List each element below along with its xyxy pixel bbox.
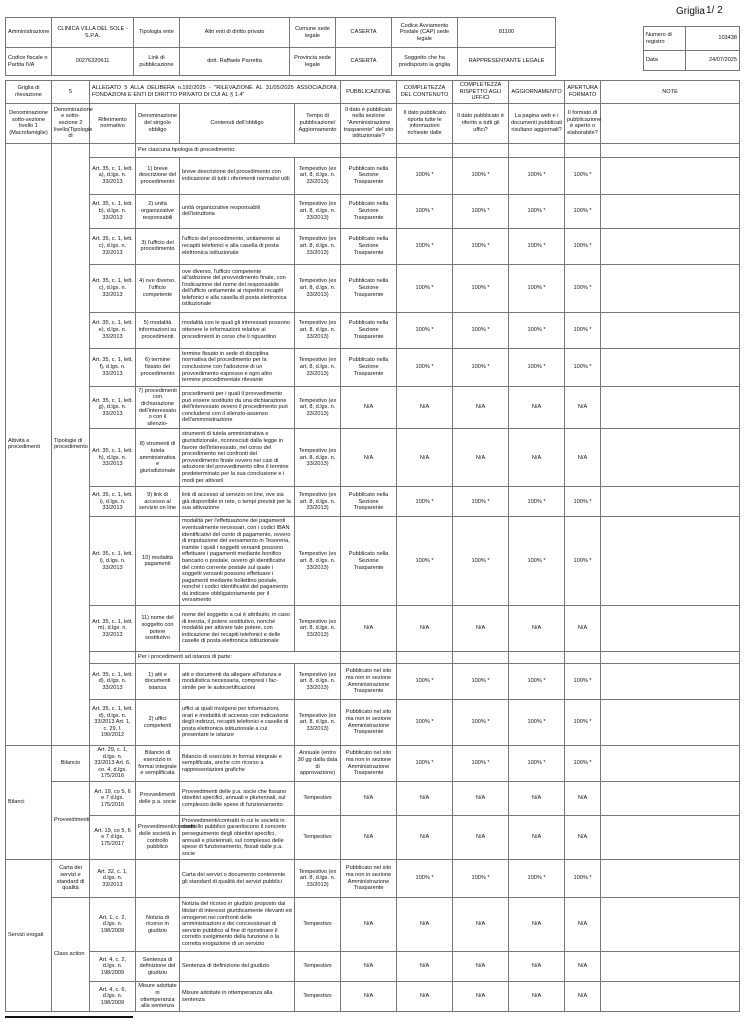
note-value [601, 606, 740, 652]
link-value: dott. Raffaele Parretta [180, 48, 290, 76]
tempo-pubblicazione: Tempestivo (ex art. 8, d.lgs. n. 33/2013) [295, 386, 341, 429]
aggiornamento-value: 100% * [509, 664, 565, 700]
completezza-contenuto-value: N/A [397, 982, 453, 1012]
document-title: Griglia [676, 6, 705, 17]
completezza-contenuto-value: N/A [397, 898, 453, 952]
obbligo-name: Misure adottate in ottemperanza alla sentenza [136, 982, 180, 1012]
note-value [601, 264, 740, 312]
apertura-value: 100% * [565, 228, 601, 264]
completezza-uffici-value: 100% * [453, 157, 509, 194]
completezza-uffici-value: 100% * [453, 348, 509, 386]
note-value [601, 664, 740, 700]
obbligo-content: Provvedimenti/contratti in cui le società in controllo pubblico garantiscono il concreto perseguimento degli obiettivi specifici, annuali e pluriennali, sul complesso delle spese di funzionamento, fissati dalle p.a. socie [180, 816, 295, 860]
tempo-pubblicazione: Tempestivo (ex art. 8, d.lgs. n. 33/2013) [295, 606, 341, 652]
obbligo-name: 1) atti e documenti istanza [136, 664, 180, 700]
aggiornamento-value: N/A [509, 952, 565, 982]
obbligo-name: 7) procedimenti con dichiarazione dell'interessato o con il silenzio- [136, 386, 180, 429]
blank-cell [341, 143, 397, 157]
comune-label: Comune sede legale [290, 18, 336, 48]
riferimento-normativo: Art. 35, c. 1, lett. e), d.lgs. n. 33/2013 [90, 312, 136, 348]
apertura-value: 100% * [565, 860, 601, 898]
pubblicazione-value: N/A [341, 606, 397, 652]
obbligo-name: 10) modalità pagamenti [136, 517, 180, 606]
pubblicazione-value: N/A [341, 429, 397, 487]
comune-value: CASERTA [336, 18, 392, 48]
apertura-value: N/A [565, 982, 601, 1012]
note-value [601, 386, 740, 429]
blank-cell [565, 143, 601, 157]
allegato-title: ALLEGATO 5 ALLA DELIBERA n.192/2025 - "RILEVAZIONE AL 31/05/2025 ASSOCIAZIONI, FONDAZIONI E ENTI DI DIRITTO PRIVATO DI CUI AL § 1.4" [90, 81, 341, 104]
completezza-contenuto-value: N/A [397, 952, 453, 982]
riferimento-normativo: Art. 35, c. 1, lett. g), d.lgs. n. 33/2013 [90, 386, 136, 429]
table-row [6, 157, 740, 194]
obbligo-content: breve descrizione del procedimento con indicazione di tutti i riferimenti normativi utili [180, 157, 295, 194]
header-table [5, 17, 556, 76]
note-value [601, 816, 740, 860]
tempo-pubblicazione: Tempestivo (ex art. 8, d.lgs. n. 33/2013) [295, 700, 341, 746]
riferimento-normativo: Art. 35, c. 1, lett. c), d.lgs. n. 33/2013 [90, 228, 136, 264]
pubblicazione-value: N/A [341, 782, 397, 816]
tipologia-procedimento: Tipologie di procedimento [52, 143, 90, 745]
obbligo-content: procedimenti per i quali il provvedimento può essere sostituito da una dichiarazione dell'interessato ovvero il procedimento può concludersi con il silenzio-assenso dell'amministrazione [180, 386, 295, 429]
aggiornamento-value: 100% * [509, 194, 565, 228]
obbligo-name: 2) unità organizzative responsabili [136, 194, 180, 228]
completezza-uffici-value: 100% * [453, 517, 509, 606]
subheading-istanza-label: Per i procedimenti ad istanza di parte: [136, 652, 341, 664]
table-row [6, 860, 740, 898]
tempo-pubblicazione: Tempestivo (ex art. 8, d.lgs. n. 33/2013) [295, 860, 341, 898]
obbligo-name: 6) termine fissato del procedimento [136, 348, 180, 386]
pubblicazione-value: Pubblicato nella Sezione Trasparente [341, 264, 397, 312]
aggiornamento-value: 100% * [509, 264, 565, 312]
table-row [6, 487, 740, 517]
macrofamiglia-servizi: Servizi erogati [6, 860, 52, 1012]
riferimento-normativo: Art. 35, c. 1, lett. l), d.lgs. n. 33/2013 [90, 517, 136, 606]
obbligo-content: atti e documenti da allegare all'istanza e modulistica necessaria, compresi i fac-simile per le autocertificazioni [180, 664, 295, 700]
table-row [6, 782, 740, 816]
table-row [6, 898, 740, 952]
pubblicazione-value: Pubblicato nel sito ma non in sezione Amministrazione Trasparente [341, 746, 397, 782]
obbligo-content: uffici ai quali rivolgersi per informazioni, orari e modalità di accesso con indicazione degli indirizzi, recapiti telefonici e caselle di posta elettronica istituzionale a cui presentare le istanze [180, 700, 295, 746]
riferimento-normativo: Art. 19, co 5, 6 e 7 d.lgs. 175/2016 [90, 782, 136, 816]
tempo-pubblicazione: Tempestivo (ex art. 8, d.lgs. n. 33/2013) [295, 664, 341, 700]
tempo-pubblicazione: Tempestivo (ex art. 8, d.lgs. n. 33/2013) [295, 264, 341, 312]
aggiornamento-value: 100% * [509, 487, 565, 517]
obbligo-name: 8) strumenti di tutela amministrativa e giurisdizionale [136, 429, 180, 487]
riferimento-normativo: Art. 35, c. 1, lett. h), d.lgs. n. 33/2013 [90, 429, 136, 487]
col-header-5: Contenuti dell'obbligo [180, 103, 295, 143]
riferimento-normativo: Art. 4, c. 2, d.lgs. n. 198/2009 [90, 952, 136, 982]
note-value [601, 860, 740, 898]
apertura-value: N/A [565, 386, 601, 429]
completezza-contenuto-value: N/A [397, 816, 453, 860]
obbligo-content: strumenti di tutela amministrativa e giurisdizionale, riconosciuti dalla legge in favore dell'interessato, nel corso del procedimento nei confronti del provvedimento finale ovvero nei casi di adozione del provvedimento oltre il termine predeterminato per la sua conclusione e i modi per attivarli [180, 429, 295, 487]
main-grid [5, 80, 740, 1012]
completezza-contenuto-value: N/A [397, 386, 453, 429]
blank-cell [509, 143, 565, 157]
tempo-pubblicazione: Tempestivo [295, 952, 341, 982]
riferimento-normativo: Art. 1, c. 2, d.lgs. n. 198/2009 [90, 898, 136, 952]
blank-cell [341, 652, 397, 664]
note-value [601, 898, 740, 952]
provincia-value: CASERTA [336, 48, 392, 76]
apertura-value: 100% * [565, 746, 601, 782]
note-value [601, 782, 740, 816]
completezza-contenuto-value: 100% * [397, 348, 453, 386]
pubblicazione-value: N/A [341, 898, 397, 952]
completezza-uffici-value: N/A [453, 982, 509, 1012]
apertura-value: 100% * [565, 264, 601, 312]
note-value [601, 194, 740, 228]
col-header-4: Denominazione del singolo obbligo [136, 103, 180, 143]
obbligo-content: Misure adottate in ottemperanza alla sentenza [180, 982, 295, 1012]
completezza-contenuto-value: 100% * [397, 664, 453, 700]
blank-cell [90, 652, 136, 664]
col-completezza-uffici-title: COMPLETEZZA RISPETTO AGLI UFFICI [453, 81, 509, 104]
table-row [6, 746, 740, 782]
table-row [6, 228, 740, 264]
blank-cell [453, 143, 509, 157]
completezza-uffici-value: 100% * [453, 228, 509, 264]
obbligo-name [136, 860, 180, 898]
tempo-pubblicazione: Tempestivo [295, 982, 341, 1012]
completezza-uffici-value: 100% * [453, 487, 509, 517]
aggiornamento-value: N/A [509, 782, 565, 816]
obbligo-name: Notizia di ricorso in giudizio [136, 898, 180, 952]
riferimento-normativo: Art. 35, c. 1, lett. b), d.lgs. n. 33/2013 [90, 194, 136, 228]
col-header-1: Denominazione sotto-sezione livello 1 (Macrofamiglie) [6, 103, 52, 143]
completezza-contenuto-value: 100% * [397, 860, 453, 898]
completezza-contenuto-value: 100% * [397, 487, 453, 517]
obbligo-name: 5) modalità informazioni su procedimenti [136, 312, 180, 348]
aggiornamento-value: N/A [509, 816, 565, 860]
tipologia-bilancio: Bilancio [52, 746, 90, 782]
riferimento-normativo: Art. 19, co 5, 6 e 7 d.lgs. 175/2017 [90, 816, 136, 860]
blank-cell [90, 143, 136, 157]
col-header-3: Riferimento normativo [90, 103, 136, 143]
tempo-pubblicazione: Tempestivo (ex art. 8, d.lgs. n. 33/2013) [295, 194, 341, 228]
completezza-uffici-value: 100% * [453, 700, 509, 746]
note-value [601, 348, 740, 386]
obbligo-name: Provvedimenti delle p.a. socie [136, 782, 180, 816]
tipologia-value: Altri enti di diritto privato [180, 18, 290, 48]
soggetto-label: Soggetto che ha predisposto la griglia [392, 48, 458, 76]
aggiornamento-value: 100% * [509, 700, 565, 746]
apertura-value: 100% * [565, 700, 601, 746]
table-row [6, 264, 740, 312]
pubblicazione-value: Pubblicato nel sito ma non in sezione Amministrazione Trasparente [341, 700, 397, 746]
apertura-value: 100% * [565, 157, 601, 194]
completezza-uffici-value: 100% * [453, 746, 509, 782]
pubblicazione-value: Pubblicato nella Sezione Trasparente [341, 157, 397, 194]
riferimento-normativo: Art. 35, c. 1, lett. d), d.lgs. n. 33/2013 [90, 664, 136, 700]
blank-cell [601, 143, 740, 157]
obbligo-content: ove diverso, l'ufficio competente all'adozione del provvedimento finale, con l'indicazione del nome del responsabile dell'ufficio unitamente ai rispettivi recapiti telefonici e alla casella di posta elettronica istituzionale [180, 264, 295, 312]
obbligo-content: termine fissato in sede di disciplina normativa del procedimento per la conclusione con l'adozione di un provvedimento espresso e ogni altro termine procedimentale rilevante [180, 348, 295, 386]
pubblicazione-value: Pubblicato nella Sezione Trasparente [341, 348, 397, 386]
aggiornamento-value: N/A [509, 606, 565, 652]
note-value [601, 746, 740, 782]
aggiornamento-value: 100% * [509, 228, 565, 264]
table-row [6, 517, 740, 606]
tipologia-provvedimenti: Provvedimenti [52, 782, 90, 860]
apertura-value: N/A [565, 816, 601, 860]
tempo-pubblicazione: Tempestivo (ex art. 8, d.lgs. n. 33/2013) [295, 312, 341, 348]
completezza-contenuto-value: 100% * [397, 157, 453, 194]
blank-cell [397, 652, 453, 664]
griglia-value: 5 [52, 81, 90, 104]
obbligo-content: Provvedimenti delle p.a. socie che fissano obiettivi specifici, annuali e pluriennali, sul complesso delle spese di funzionamento [180, 782, 295, 816]
obbligo-content: Carta dei servizi o documento contenente gli standard di qualità dei servizi pubblici [180, 860, 295, 898]
apertura-value: N/A [565, 606, 601, 652]
obbligo-content: l'ufficio del procedimento, unitamente ai recapiti telefonici e alla casella di posta elettronica istituzionale [180, 228, 295, 264]
page-number: 1/ 2 [706, 5, 723, 16]
col-header-12 [601, 103, 740, 143]
aggiornamento-value: N/A [509, 386, 565, 429]
blank-cell [601, 652, 740, 664]
col-note-title: NOTE [601, 81, 740, 104]
note-value [601, 157, 740, 194]
blank-cell [509, 652, 565, 664]
completezza-uffici-value: N/A [453, 816, 509, 860]
obbligo-content: Notizia del ricorso in giudizio proposto dai titolari di interessi giuridicamente rilevanti ed omogenei nei confronti delle amministrazioni e dei concessionari di servizio pubblico al fine di ripristinare il corretto svolgimento della funzione o la corretta erogazione di un servizio [180, 898, 295, 952]
riferimento-normativo: Art. 35, c. 1, lett. c), d.lgs. n. 33/2013 [90, 264, 136, 312]
macrofamiglia-bilanci: Bilanci [6, 746, 52, 860]
completezza-uffici-value: N/A [453, 386, 509, 429]
obbligo-content: Bilancio di esercizio in formai integrale e semplificata, anche con ricorso a rappresentazioni grafiche [180, 746, 295, 782]
note-value [601, 700, 740, 746]
obbligo-name: Bilancio di esercizio in formai integrale e semplificata [136, 746, 180, 782]
table-row [6, 386, 740, 429]
aggiornamento-value: 100% * [509, 157, 565, 194]
tempo-pubblicazione: Tempestivo (ex art. 8, d.lgs. n. 33/2013) [295, 517, 341, 606]
registry-number-value: 103438 [686, 27, 740, 51]
apertura-value: N/A [565, 429, 601, 487]
completezza-contenuto-value: 100% * [397, 264, 453, 312]
col-header-6: Tempo di pubblicazione/ Aggiornamento [295, 103, 341, 143]
table-row [6, 348, 740, 386]
completezza-contenuto-value: 100% * [397, 312, 453, 348]
pubblicazione-value: Pubblicato nella Sezione Trasparente [341, 312, 397, 348]
obbligo-name: Provvedimenti/contratti delle società in controllo pubblico [136, 816, 180, 860]
provincia-label: Provincia sede legale [290, 48, 336, 76]
aggiornamento-value: N/A [509, 982, 565, 1012]
blank-cell [397, 143, 453, 157]
col-pubblicazione-title: PUBBLICAZIONE [341, 81, 397, 104]
note-value [601, 952, 740, 982]
table-row [6, 816, 740, 860]
completezza-contenuto-value: 100% * [397, 194, 453, 228]
riferimento-normativo: Art. 32, c. 1, d.lgs. n. 33/2013 [90, 860, 136, 898]
completezza-uffici-value: 100% * [453, 194, 509, 228]
obbligo-content: modalità con le quali gli interessati possono ottenere le informazioni relative ai procedimenti in corso che li riguardino [180, 312, 295, 348]
pubblicazione-value: Pubblicato nella Sezione Trasparente [341, 487, 397, 517]
riferimento-normativo: Art. 35, c. 1, lett. m), d.lgs. n. 33/2013 [90, 606, 136, 652]
apertura-value: 100% * [565, 194, 601, 228]
apertura-value: 100% * [565, 487, 601, 517]
soggetto-value: RAPPRESENTANTE LEGALE [458, 48, 556, 76]
aggiornamento-value: 100% * [509, 517, 565, 606]
apertura-value: 100% * [565, 517, 601, 606]
apertura-value: 100% * [565, 664, 601, 700]
riferimento-normativo: Art. 35, c. 1, lett. a), d.lgs. n. 33/2013 [90, 157, 136, 194]
completezza-uffici-value: N/A [453, 782, 509, 816]
completezza-contenuto-value: N/A [397, 606, 453, 652]
amministrazione-label: Amministrazione [6, 18, 52, 48]
completezza-uffici-value: N/A [453, 952, 509, 982]
col-aggiornamento-title: AGGIORNAMENTO [509, 81, 565, 104]
pubblicazione-value: Pubblicato nel sito ma non in sezione Amministrazione Trasparente [341, 664, 397, 700]
pubblicazione-value: Pubblicato nel sito ma non in sezione Amministrazione Trasparente [341, 860, 397, 898]
tempo-pubblicazione: Tempestivo (ex art. 8, d.lgs. n. 33/2013) [295, 228, 341, 264]
obbligo-content: unità organizzative responsabili dell'istruttoria [180, 194, 295, 228]
header-row-1 [6, 81, 740, 104]
riferimento-normativo: Art. 35, c. 1, lett. f), d.lgs. n. 33/2013 [90, 348, 136, 386]
apertura-value: N/A [565, 952, 601, 982]
completezza-uffici-value: N/A [453, 606, 509, 652]
cap-label: Codice Avviamento Postale (CAP) sede legale [392, 18, 458, 48]
obbligo-content: Sentenza di definizione del giudizio [180, 952, 295, 982]
amministrazione-value: CLINICA VILLA DEL SOLE - S.P.A. [52, 18, 134, 48]
pubblicazione-value: N/A [341, 952, 397, 982]
table-row [6, 606, 740, 652]
date-value: 24/07/2025 [686, 51, 740, 71]
note-value [601, 487, 740, 517]
note-value [601, 312, 740, 348]
aggiornamento-value: N/A [509, 429, 565, 487]
pubblicazione-value: N/A [341, 816, 397, 860]
col-header-8: Il dato pubblicato riporta tutte le informazioni richieste dalle [397, 103, 453, 143]
completezza-contenuto-value: N/A [397, 782, 453, 816]
subheading-istanza [6, 652, 740, 664]
tipologia-carta-servizi: Carta dei servizi e standard di qualità [52, 860, 90, 898]
registry-number-label: Numero di registro [644, 27, 686, 51]
obbligo-name: 2) uffici competenti [136, 700, 180, 746]
aggiornamento-value: N/A [509, 898, 565, 952]
aggiornamento-value: 100% * [509, 348, 565, 386]
griglia-label: Griglia di rilevazione [6, 81, 52, 104]
tempo-pubblicazione: Tempestivo [295, 782, 341, 816]
apertura-value: N/A [565, 782, 601, 816]
riferimento-normativo: Art. 29, c. 1, d.lgs. n. 33/2013 Art. 6, co. 4, d.lgs. 175/2016 [90, 746, 136, 782]
pubblicazione-value: N/A [341, 386, 397, 429]
table-row [6, 952, 740, 982]
date-label: Data [644, 51, 686, 71]
tempo-pubblicazione: Tempestivo [295, 816, 341, 860]
obbligo-content: modalità per l'effettuazione dei pagamenti eventualmente necessari, con i codici IBAN identificativi del conto di pagamento, ovvero di imputazione del versamento in Tesoreria, tramite i quali i soggetti versanti possono effettuare i pagamenti mediante bonifico bancario o postale, ovvero gli identificativi del conto corrente postale sul quale i soggetti versanti possono effettuare i pagamenti mediante bollettino postale, nonché i codici identificativi del pagamento da indicare obbligatoriamente per il versamento [180, 517, 295, 606]
table-row [6, 664, 740, 700]
riferimento-normativo: Art. 35, c. 1, lett. d), d.lgs. n. 33/2013 Art. 1, c. 29, l. 190/2012 [90, 700, 136, 746]
col-header-10: La pagina web e i documenti pubblicati risultano aggiornati? [509, 103, 565, 143]
table-row [6, 312, 740, 348]
note-value [601, 228, 740, 264]
completezza-uffici-value: N/A [453, 429, 509, 487]
tempo-pubblicazione: Tempestivo (ex art. 8, d.lgs. n. 33/2013) [295, 487, 341, 517]
tipologia-class-action: Class action [52, 898, 90, 1012]
tempo-pubblicazione: Tempestivo (ex art. 8, d.lgs. n. 33/2013) [295, 348, 341, 386]
col-header-7: Il dato è pubblicato nella sezione "Amministrazione trasparente" del sito istituzionale? [341, 103, 397, 143]
completezza-uffici-value: 100% * [453, 664, 509, 700]
tipologia-label: Tipologia ente [134, 18, 180, 48]
col-header-2: Denominazione e sotto-sezione 2 livello(Tipologie di [52, 103, 90, 143]
note-value [601, 517, 740, 606]
completezza-contenuto-value: 100% * [397, 517, 453, 606]
col-header-11: Il formato di pubblicazione è aperto o elaborabile? [565, 103, 601, 143]
completezza-uffici-value: 100% * [453, 860, 509, 898]
blank-cell [453, 652, 509, 664]
riferimento-normativo: Art. 35, c. 1, lett. i), d.lgs. n. 33/2013 [90, 487, 136, 517]
apertura-value: 100% * [565, 312, 601, 348]
completezza-contenuto-value: N/A [397, 429, 453, 487]
blank-cell [565, 652, 601, 664]
cap-value: 81100 [458, 18, 556, 48]
link-label: Link di pubblicazione [134, 48, 180, 76]
pubblicazione-value: Pubblicato nella Sezione Trasparente [341, 228, 397, 264]
col-apertura-title: APERTURA FORMATO [565, 81, 601, 104]
note-value [601, 429, 740, 487]
col-completezza-contenuto-title: COMPLETEZZA DEL CONTENUTO [397, 81, 453, 104]
completezza-uffici-value: N/A [453, 898, 509, 952]
table-row [6, 982, 740, 1012]
pubblicazione-value: Pubblicato nella Sezione Trasparente [341, 517, 397, 606]
subheading-ciascuna-label: Per ciascuna tipologia di procedimento: [136, 143, 341, 157]
table-row [6, 194, 740, 228]
aggiornamento-value: 100% * [509, 746, 565, 782]
obbligo-name: 9) link di accesso al servizio on line [136, 487, 180, 517]
completezza-contenuto-value: 100% * [397, 746, 453, 782]
obbligo-content: nome del soggetto a cui è attribuito, in caso di inerzia, il potere sostitutivo, nonché modalità per attivare tale potere, con indicazione dei recapiti telefonici e delle caselle di posta elettronica istituzionale [180, 606, 295, 652]
tempo-pubblicazione: Tempestivo (ex art. 8, d.lgs. n. 33/2013) [295, 429, 341, 487]
obbligo-name: 3) l'ufficio del procedimento [136, 228, 180, 264]
tempo-pubblicazione: Annuale (entro 30 gg dalla data di approvazione) [295, 746, 341, 782]
codice-fiscale-value: 00276320611 [52, 48, 134, 76]
obbligo-name: 11) nome del soggetto con potere sostitutivo [136, 606, 180, 652]
col-header-9: Il dato pubblicato è riferito a tutti gli uffici? [453, 103, 509, 143]
tempo-pubblicazione: Tempestivo [295, 898, 341, 952]
tempo-pubblicazione: Tempestivo (ex art. 8, d.lgs. n. 33/2013) [295, 157, 341, 194]
apertura-value: N/A [565, 898, 601, 952]
aggiornamento-value: 100% * [509, 312, 565, 348]
completezza-uffici-value: 100% * [453, 312, 509, 348]
footer-rule [5, 1016, 133, 1018]
note-value [601, 982, 740, 1012]
riferimento-normativo: Art. 4, c. 6, d.lgs. n. 198/2009 [90, 982, 136, 1012]
header-row-2 [6, 103, 740, 143]
completezza-contenuto-value: 100% * [397, 700, 453, 746]
codice-fiscale-label: Codice fiscale o Partita IVA [6, 48, 52, 76]
obbligo-name: 4) ove diverso, l'ufficio competente [136, 264, 180, 312]
pubblicazione-value: Pubblicato nella Sezione Trasparente [341, 194, 397, 228]
pubblicazione-value: N/A [341, 982, 397, 1012]
completezza-contenuto-value: 100% * [397, 228, 453, 264]
registry-box [643, 26, 740, 71]
table-row [6, 700, 740, 746]
macrofamiglia-attivita: Attività e procedimenti [6, 143, 52, 745]
apertura-value: 100% * [565, 348, 601, 386]
obbligo-name: Sentenza di definizione del giudizio [136, 952, 180, 982]
aggiornamento-value: 100% * [509, 860, 565, 898]
completezza-uffici-value: 100% * [453, 264, 509, 312]
obbligo-content: link di accesso al servizio on line, ove sia già disponibile in rete, o tempi previsti per la sua attivazione [180, 487, 295, 517]
obbligo-name: 1) breve descrizione del procedimento [136, 157, 180, 194]
table-row [6, 429, 740, 487]
subheading-ciascuna [6, 143, 740, 157]
